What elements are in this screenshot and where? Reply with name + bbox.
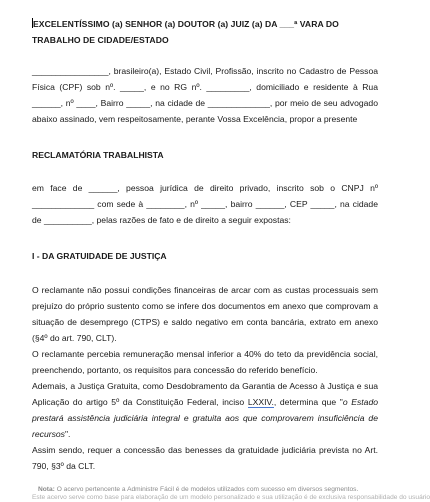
court-header-line2: TRABALHO DE CIDADE/ESTADO — [32, 35, 169, 45]
section-gratuidade-title: I - DA GRATUIDADE DE JUSTIÇA — [32, 251, 167, 261]
footer-note — [38, 486, 388, 494]
document-title: RECLAMATÓRIA TRABALHISTA — [32, 150, 164, 160]
paragraph-3-mid: , determina que " — [273, 397, 343, 407]
defendant-qualification: em face de ______, pessoa jurídica de direito privado, inscrito sob o CNPJ nº _____________ com sede à ________, nº _____, bairro ______, CEP _____, na cidade de __________, pelas razões de fato e de direito a seguir expostas: — [32, 183, 378, 225]
footer-note-line2: Este acervo serve como base para elaboração de um modelo personalizado e sua utilização é de exclusiva responsabilidade do usuário — [32, 494, 430, 501]
court-header — [32, 16, 378, 48]
gratuidade-paragraph-3 — [32, 378, 378, 442]
constitution-quote: o Estado prestará assistência judiciária integral e gratuita aos que comprovarem insuficiência de recursos — [32, 397, 379, 439]
paragraph-3-end: ". — [64, 429, 71, 439]
court-header-line1: EXCELENTÍSSIMO (a) SENHOR (a) DOUTOR (a) JUIZ (a) DA ___ª VARA DO — [33, 19, 339, 29]
inciso-link[interactable]: LXXIV. — [247, 397, 274, 407]
footer-note-text: O acervo pertencente a Administre Fácil é de modelos utilizados com sucesso em diversos segmentos. — [54, 486, 359, 493]
paragraph-3-text: Ademais, a Justiça Gratuita, como Desdobramento da Garantia de Acesso à Justiça e sua Aplicação do artigo 5º da Constituição Federal, inciso — [32, 381, 378, 407]
gratuidade-paragraph-4: Assim sendo, requer a concessão das benesses da gratuidade judiciária prevista no Art. 790, §3º da CLT. — [32, 445, 378, 471]
gratuidade-paragraph-1: O reclamante não possui condições financeiras de arcar com as custas processuais sem prejuízo do próprio sustento como se infere dos documentos em anexo que comprovam a situação de desemprego (CTPS) e saldo negativo em conta bancária, extrato em anexo (§4º do art. 790, CLT). — [32, 285, 378, 343]
gratuidade-paragraph-2: O reclamante percebia remuneração mensal inferior a 40% do teto da previdência social, preenchendo, portanto, os requisitos para concessão do referido benefício. — [32, 349, 378, 375]
footer-note-label: Nota: — [38, 486, 55, 493]
plaintiff-qualification: ________________, brasileiro(a), Estado Civil, Profissão, inscrito no Cadastro de Pessoa Física (CPF) sob nº. _____, e no RG nº. _________, domiciliado e residente à Rua ______, nº ____, Bairro _____, na cidade de _____________, por meio de seu advogado abaixo assinado, vem respeitosamente, perante Vossa Excelência, propor a presente — [32, 66, 378, 124]
